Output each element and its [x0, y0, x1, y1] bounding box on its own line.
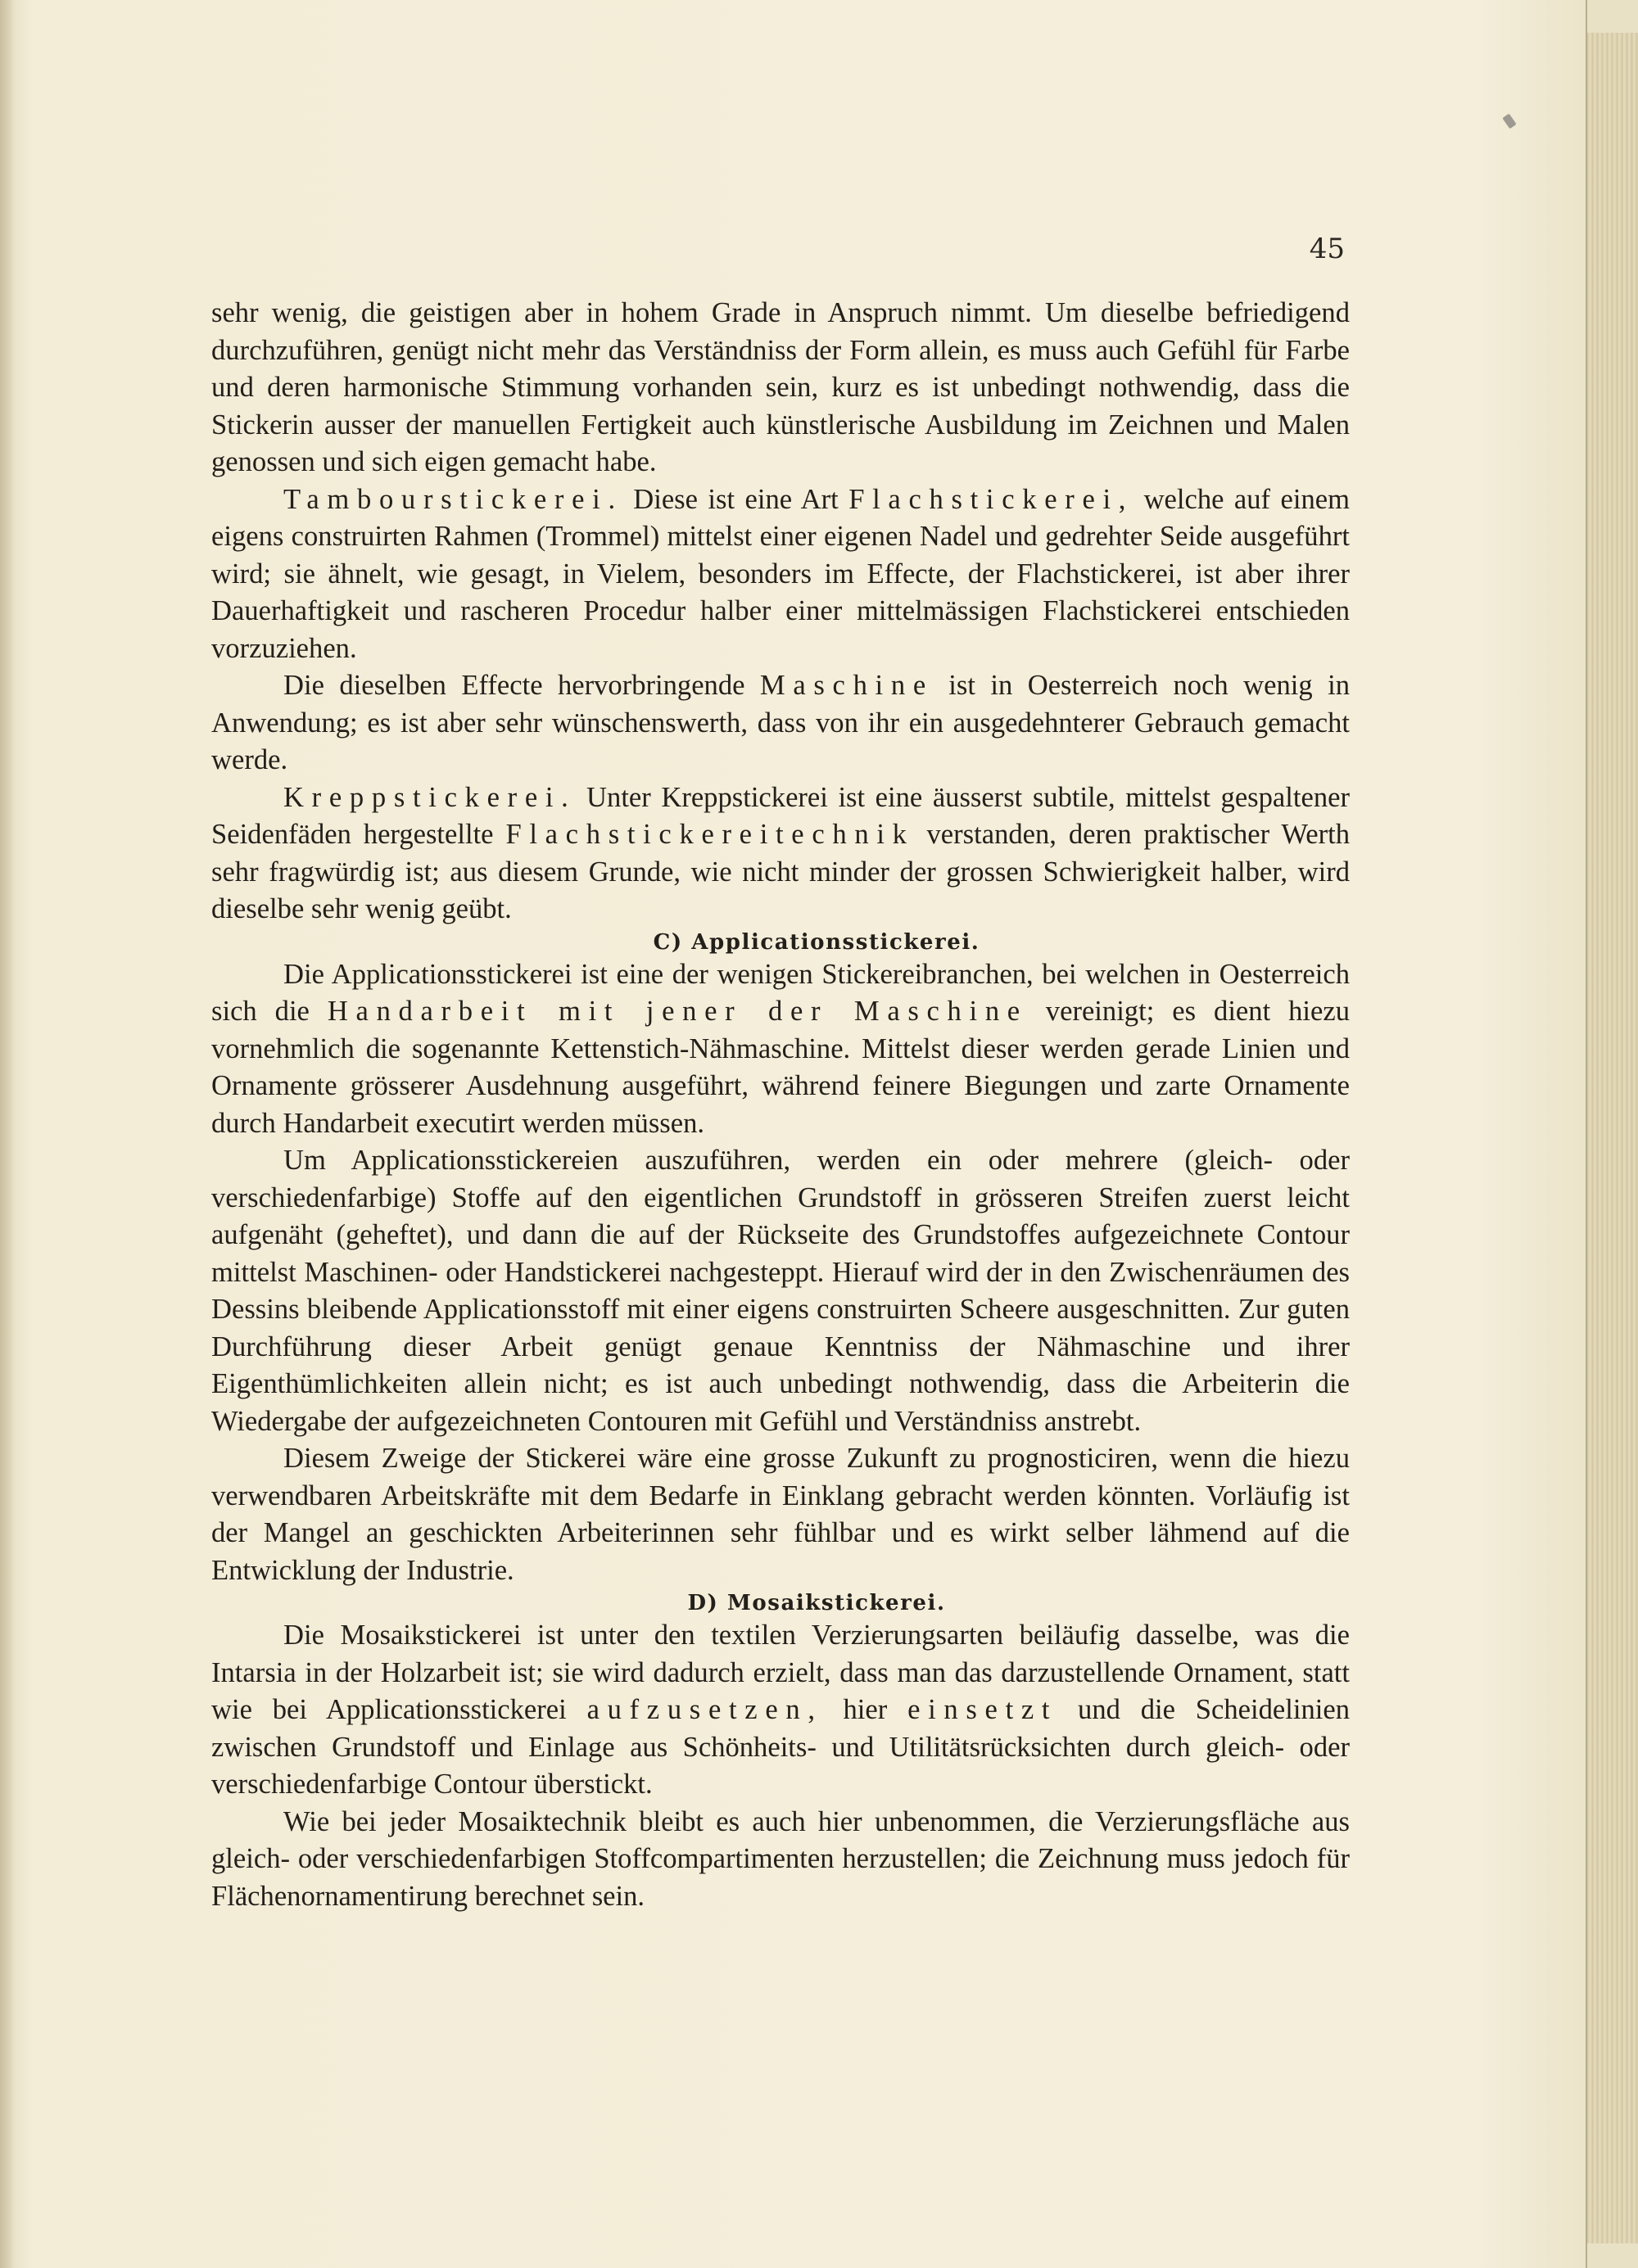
krepp-text-b: verstanden, deren praktischer Werth sehr fragwürdig ist; aus diesem Grunde, wie nicht minder der grossen Schwierigkeit halber, wird dieselbe sehr wenig geübt.: [211, 819, 1350, 924]
body-text: [211, 295, 1350, 1915]
applic-1-text-b: vereinigt; es dient hiezu vornehmlich die sogenannte Kettenstich-Nähmaschine. Mittelst dieser werden gerade Linien und Ornamente grösserer Ausdehnung ausgeführt, während feinere Biegungen und zarte Ornamente durch Handarbeit executirt werden müssen.: [211, 996, 1351, 1139]
mosaik-1-text-b: hier: [822, 1694, 908, 1725]
mosaik-1-text-a: Die Mosaikstickerei ist unter den textilen Verzierungsarten beiläufig dasselbe, was die Intarsia in der Holzarbeit ist; sie wird dadurch erzielt, dass man das darzustellende Ornament, statt wie bei Applicationsstickerei: [211, 1620, 1350, 1725]
paragraph-krepp: [211, 779, 1350, 928]
krepp-text-a: Unter Kreppstickerei ist eine äusserst subtile, mittelst gespaltener Seidenfäden hergestellte: [211, 781, 1350, 850]
term-einsetzt: einsetzt: [907, 1694, 1058, 1725]
mosaik-1-text-c: und die Scheidelinien zwischen Grundstoff und Einlage aus Schönheits- und Utilitätsrücksichten durch gleich- oder verschiedenfarbige Contour überstickt.: [211, 1694, 1351, 1800]
maschine-text-a: Die dieselben Effecte hervorbringende: [283, 670, 760, 701]
paragraph-maschine: [211, 667, 1350, 779]
maschine-text-b: ist in Oesterreich noch wenig in Anwendung; es ist aber sehr wünschenswerth, dass von ihr ein ausgedehnterer Gebrauch gemacht werde.: [211, 670, 1350, 775]
paragraph-applic-3: Diesem Zweige der Stickerei wäre eine grosse Zukunft zu prognosticiren, wenn die hiezu verwendbaren Arbeitskräfte mit dem Bedarfe in Einklang gebracht werden könnten. Vorläufig ist der Mangel an geschickten Arbeiterinnen sehr fühlbar und es wirkt selber lähmend auf die Entwicklung der Industrie.: [211, 1443, 1350, 1586]
paragraph-applic-1: [211, 956, 1350, 1143]
page-number: 45: [1309, 233, 1345, 265]
term-flachstickerei: Flachstickerei,: [848, 483, 1134, 515]
paragraph-continuation: sehr wenig, die geistigen aber in hohem Grade in Anspruch nimmt. Um dieselbe befriedigend durchzuführen, genügt nicht mehr das Verständniss der Form allein, es muss auch Gefühl für Farbe und deren harmonische Stimmung vorhanden sein, kurz es ist unbedingt nothwendig, dass die Stickerin ausser der manuellen Fertigkeit auch künstlerische Ausbildung im Zeichnen und Malen genossen und sich eigen gemacht habe.: [211, 297, 1350, 477]
paper-speck: [1502, 114, 1516, 129]
term-flachstickereitechnik: Flachstickereitechnik: [505, 819, 915, 850]
term-handarbeit-maschine: Handarbeit mit jener der Maschine: [327, 996, 1028, 1027]
term-tambourstickerei: Tambourstickerei.: [283, 483, 623, 515]
tambour-text-b: welche auf einem eigens construirten Rahmen (Trommel) mittelst einer eigenen Nadel und gedrehter Seide ausgeführt wird; sie ähnelt, wie gesagt, in Vielem, besonders im Effecte, der Flachstickerei, ist aber ihrer Dauerhaftigkeit und rascheren Procedur halber einer mittelmässigen Flachstickerei entschieden vorzuziehen.: [211, 483, 1351, 664]
section-heading-d: D) Mosaikstickerei.: [687, 1591, 946, 1615]
section-heading-c: C) Applicationsstickerei.: [653, 929, 980, 955]
tambour-text-a: Diese ist eine Art: [622, 483, 849, 515]
page-fore-edge: [1587, 33, 1638, 2243]
term-aufzusetzen: aufzusetzen,: [586, 1694, 823, 1725]
term-maschine: Maschine: [759, 670, 934, 701]
applic-1-text-a: Die Applicationsstickerei ist eine der wenigen Stickereibranchen, bei welchen in Oesterreich sich die: [211, 958, 1350, 1027]
term-kreppstickerei: Kreppstickerei.: [283, 781, 577, 813]
paragraph-tambour: [211, 481, 1350, 668]
paragraph-mosaik-2: Wie bei jeder Mosaiktechnik bleibt es auch hier unbenommen, die Verzierungsfläche aus gleich- oder verschiedenfarbigen Stoffcompartimenten herzustellen; die Zeichnung muss jedoch für Flächenornamentirung berechnet sein.: [211, 1805, 1350, 1912]
paragraph-applic-2: Um Applicationsstickereien auszuführen, werden ein oder mehrere (gleich- oder verschiedenfarbige) Stoffe auf den eigentlichen Grundstoff in grösseren Streifen zuerst leicht aufgenäht (geheftet), und dann die auf der Rückseite des Grundstoffes aufgezeichnete Contour mittelst Maschinen- oder Handstickerei nachgesteppt. Hierauf wird der in den Zwischenräumen des Dessins bleibende Applicationsstoff mit einer eigens construirten Scheere ausgeschnitten. Zur guten Durchführung dieser Arbeit genügt genaue Kenntniss der Nähmaschine und ihrer Eigenthümlichkeiten allein nicht; es ist auch unbedingt nothwendig, dass die Arbeiterin die Wiedergabe der aufgezeichneten Contouren mit Gefühl und Verständniss anstrebt.: [211, 1145, 1350, 1437]
paragraph-mosaik-1: [211, 1617, 1350, 1804]
binding-shadow: [0, 0, 15, 2268]
